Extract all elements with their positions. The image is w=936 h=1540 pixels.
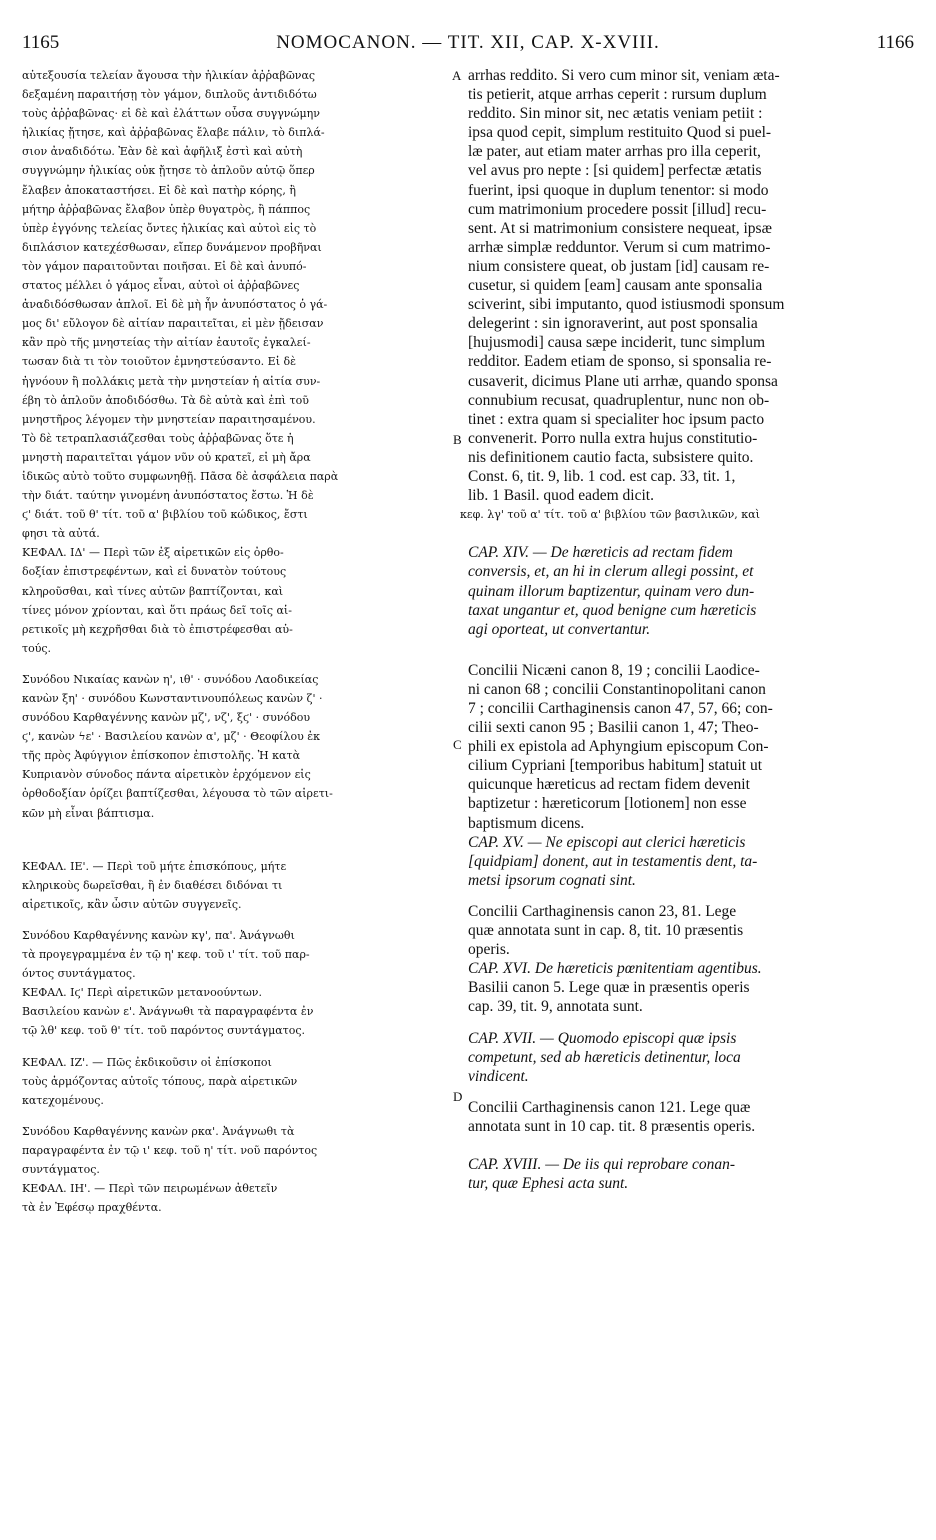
text-line: τὰ ἐν Ἐφέσῳ πραχθέντα.: [22, 1201, 162, 1215]
text-line: ΚΕΦΑΛ. ΙΕ'. — Περὶ τοῦ μήτε ἐπισκόπους, μήτε: [22, 859, 287, 873]
text-line: κεφ. λγ' τοῦ α' τίτ. τοῦ α' βιβλίου τῶν βασιλικῶν, καὶ: [460, 508, 760, 522]
text-line: κἂν πρὸ τῆς μνηστείας τὴν αἰτίαν ἑαυτοῖς ἐγκαλεί-: [22, 336, 311, 350]
kef17-body: [22, 1122, 454, 1179]
text-line: τὸν γάμον παραιτοῦνται ποιῆσαι. Εἰ δὲ καὶ ἀνυπό-: [22, 259, 307, 273]
text-line: τὰ προγεγραμμένα ἐν τῷ η' κεφ. τοῦ ι' τίτ. τοῦ παρ-: [22, 948, 310, 962]
text-line: arrhas reddito. Si vero cum minor sit, veniam æta-: [468, 67, 780, 84]
text-line: 7 ; concilii Carthaginensis canon 47, 57, 66; con-: [468, 700, 773, 717]
text-line: κληροῦσθαι, καὶ τίνες αὐτῶν βαπτίζονται, καὶ: [22, 584, 284, 598]
cap17-heading: [468, 1029, 916, 1086]
text-line: Concilii Nicæni canon 8, 19 ; concilii Laodice-: [468, 661, 760, 679]
text-line: ipsa quod cepit, simplum restituito Quod si puel-: [468, 124, 772, 142]
text-line: ἠγνόουν ἢ πολλάκις μετὰ τὴν μνηστείαν ἡ αἰτία συν-: [22, 374, 321, 388]
text-line: τοὺς ἀῤῥαβῶνας· εἰ δὲ καὶ ἐλάττων οὖσα συγγνώμην: [22, 107, 320, 121]
text-line: ΚΕΦΑΛ. ΙΔ' — Περὶ τῶν ἐξ αἱρετικῶν εἰς ὀρθο-: [22, 546, 284, 560]
text-line: συγγνώμην ἡλικίας οὐκ ᾔτησε τὸ ἁπλοῦν αὐτῷ ὅπερ: [22, 164, 315, 178]
text-line: Basilii canon 5. Lege quæ in præsentis operis: [468, 979, 750, 997]
text-line: vindicent.: [468, 1067, 529, 1085]
margin-marker-d: D: [453, 1089, 463, 1104]
text-line: CAP. XVII. — Quomodo episcopi quæ ipsis: [468, 1029, 737, 1047]
text-line: ΚΕΦΑΛ. ΙΖ'. — Πῶς ἐκδικοῦσιν οἱ ἐπίσκοποι: [22, 1055, 272, 1069]
kef15-heading: [22, 857, 454, 914]
text-line: cusetur, si quidem [eam] causam ante sponsalia: [468, 277, 763, 295]
kef14-heading: [22, 543, 454, 658]
text-line: tur, quæ Ephesi acta sunt.: [468, 1175, 629, 1193]
text-line: σιον ἀναδιδότω. Ἐὰν δὲ καὶ ἀφῆλιξ ἐστὶ καὶ αὐτὴ: [22, 145, 303, 159]
text-line: sciverint, sibi imputanto, quod istiusmodi sponsum: [468, 296, 785, 314]
kef17-heading: [22, 1053, 454, 1110]
text-line: δεξαμένη παραιτήσῃ τὸν γάμον, διπλοῦς ἀντιδιδότω: [22, 88, 317, 102]
text-line: sent. At si matrimonium consistere nequeat, ipsæ: [468, 219, 772, 237]
text-line: reddito. Sin minor sit, nec ætatis veniam petiit :: [468, 105, 763, 123]
running-header: [22, 32, 914, 60]
text-line: cilii sexti canon 95 ; Basilii canon 1, 47; Theo-: [468, 719, 759, 737]
text-line: κῶν μὴ εἶναι βάπτισμα.: [22, 806, 155, 820]
text-line: αἱρετικοῖς, κἂν ὦσιν αὐτῶν συγγενεῖς.: [22, 897, 242, 911]
text-line: CAP. XVI. De hæreticis pœnitentiam agentibus.: [468, 960, 762, 978]
text-line: Βασιλείου κανὼν ε'. Ἀνάγνωθι τὰ παραγραφέντα ἐν: [22, 1005, 314, 1019]
text-line: quicunque hæreticus ad rectam fidem devenit: [468, 776, 750, 794]
text-line: δοξίαν ἐπιστρεφέντων, καὶ εἰ δυνατὸν τούτους: [22, 565, 287, 579]
text-line: annotata sunt in 10 cap. tit. 8 præsentis operis.: [468, 1117, 756, 1135]
text-line: τῷ λθ' κεφ. τοῦ θ' τίτ. τοῦ παρόντος συντάγματος.: [22, 1024, 306, 1038]
greek-opening-text: [22, 66, 454, 543]
margin-marker-c: C: [453, 737, 462, 752]
text-line: τίνες μόνον χρίονται, καὶ ὅτι πράως δεῖ τοῖς αἱ-: [22, 603, 292, 617]
text-line: CAP. XIV. — De hæreticis ad rectam fidem: [468, 544, 733, 562]
text-line: tinet : extra quam si specialiter hoc ipsum pacto: [468, 410, 765, 428]
text-line: [quidpiam] donent, aut in testamentis dent, ta-: [468, 852, 758, 870]
text-line: Concilii Carthaginensis canon 23, 81. Lege: [468, 902, 737, 920]
text-line: κανὼν ξη' · συνόδου Κωνσταντινουπόλεως κανὼν ζ' ·: [22, 692, 323, 705]
text-line: læ pater, aut etiam mater arrhas pro illa ceperit,: [468, 143, 761, 161]
cap14-body: [468, 661, 916, 833]
text-line: τῆς πρὸς Ἀφύγγιον ἐπίσκοπον ἐπιστολῆς. Ἡ κατὰ: [22, 749, 301, 763]
cap17-body: [468, 1098, 916, 1136]
text-line: redditor. Eadem etiam de sponso, si sponsalia re-: [468, 353, 772, 371]
text-line: ἔλαβεν ἀποκαταστήσει. Εἰ δὲ καὶ πατὴρ κόρης, ἢ: [22, 183, 296, 197]
text-line: ἡλικίας ᾔτησε, καὶ ἀῤῥαβῶνας ἔλαβε πάλιν, τὸ διπλά-: [22, 126, 325, 140]
text-line: CAP. XV. — Ne episcopi aut clerici hæreticis: [468, 833, 746, 851]
text-line: delegerint : sin ignoraverint, aut post sponsalia: [468, 315, 758, 333]
text-line: baptizetur : hæreticorum [lotionem] non esse: [468, 795, 747, 813]
text-line: ϛ', κανὼν ϟε' · Βασιλείου κανὼν α', μζ' · Θεοφίλου ἐκ: [22, 730, 321, 744]
text-line: Const. 6, tit. 9, lib. 1 cod. est cap. 33, tit. 1,: [468, 467, 736, 485]
text-line: taxat ungantur et, quod benigne cum hæreticis: [468, 601, 757, 619]
cap15-body: [468, 902, 916, 959]
text-line: έβη τὸ ἁπλοῦν ἀποδιδόσθω. Τὰ δὲ αὐτὰ καὶ ἐπὶ τοῦ: [22, 393, 309, 407]
text-line: ΚΕΦΑΛ. ΙΗ'. — Περὶ τῶν πειρωμένων ἀθετεῖν: [22, 1182, 278, 1196]
kef15-body: [22, 926, 454, 983]
text-line: agi oporteat, ut convertantur.: [468, 620, 651, 638]
text-line: ὑπὲρ ἐγγόνης τελείας ὄντες ἡλικίας καὶ αὐτοὶ εἰς τὸ: [22, 221, 317, 235]
text-line: Συνόδου Καρθαγέννης κανὼν κγ', πα'. Ἀνάγνωθι: [22, 928, 295, 942]
text-line: συντάγματος.: [22, 1162, 100, 1176]
text-line: competunt, sed ab hæreticis detinentur, loca: [468, 1048, 741, 1066]
text-line: convenerit. Porro nulla extra hujus constitutio-: [468, 429, 758, 447]
cap16-block: [468, 959, 916, 1016]
latin-column: [460, 66, 916, 1193]
text-line: conversis, et, an hi in clerum allegi possint, et: [468, 563, 754, 581]
text-line: μήτηρ ἀῤῥαβῶνας ἔλαβον ὑπὲρ θυγατρὸς, ἢ πάππος: [22, 202, 311, 216]
text-line: ΚΕΦΑΛ. Ιϛ' Περὶ αἱρετικῶν μετανοούντων.: [22, 986, 262, 1000]
cap14-heading: [468, 543, 916, 638]
text-line: τωσαν διὰ τι τὸν τοιοῦτον ἐμνηστεύσαντο. Εἰ δὲ: [22, 355, 297, 369]
margin-marker-a: A: [452, 68, 462, 83]
text-line: cusaverit, dicimus Plane uti arrhæ, quando sponsa: [468, 372, 778, 390]
text-line: ϛ' διάτ. τοῦ θ' τίτ. τοῦ α' βιβλίου τοῦ κώδικος, ἔστι: [22, 508, 308, 522]
text-line: Concilii Carthaginensis canon 121. Lege quæ: [468, 1098, 751, 1116]
text-line: CAP. XVIII. — De iis qui reprobare conan-: [468, 1156, 736, 1174]
text-line: nis definitionem cautio facta, subsistere quito.: [468, 448, 754, 466]
text-line: nium consistere queat, ob justam [id] causam re-: [468, 257, 770, 275]
text-line: cap. 39, tit. 9, annotata sunt.: [468, 998, 643, 1016]
text-line: lib. 1 Basil. quod eadem dicit.: [468, 487, 654, 505]
page-number-left: 1165: [22, 32, 60, 53]
text-line: tis petierit, atque arrhas ceperit : rursum duplum: [468, 86, 767, 104]
running-title: NOMOCANON. — TIT. XII, CAP. X-XVIII.: [276, 32, 660, 53]
text-line: ni canon 68 ; concilii Constantinopolitani canon: [468, 680, 766, 698]
text-line: arrhæ simplæ redduntor. Verum si cum matrimo-: [468, 238, 771, 256]
text-line: cilium Cypriani [temporibus habitum] statuit ut: [468, 757, 763, 775]
text-line: cum matrimonium procedere possit [illud] recu-: [468, 200, 767, 218]
text-line: τοὺς ἁρμόζοντας αὐτοῖς τόπους, παρὰ αἱρετικῶν: [22, 1074, 298, 1088]
kef18-heading: [22, 1179, 454, 1217]
text-line: quæ annotata sunt in cap. 8, tit. 10 præsentis: [468, 922, 744, 940]
text-line: baptismum dicens.: [468, 814, 585, 832]
text-line: Συνόδου Νικαίας κανὼν η', ιθ' · συνόδου Λαοδικείας: [22, 672, 319, 686]
text-line: μνηστὴ παραιτεῖται γάμον νῦν οὐ κρατεῖ, εἰ μὴ ἄρα: [22, 450, 311, 464]
text-line: τὴν διάτ. ταύτην γινομένη ἀνυπόστατος ἔστω. Ἡ δὲ: [22, 489, 314, 503]
kef16-block: [22, 983, 454, 1040]
text-line: διπλάσιον κατεχέσθωσαν, εἴπερ δυνάμενον προβῆναι: [22, 240, 322, 254]
text-line: τούς.: [22, 641, 52, 655]
kef14-body: [22, 670, 454, 823]
text-line: phili ex epistola ad Aphyngium episcopum Con-: [468, 738, 769, 756]
page-number-right: 1166: [876, 32, 914, 53]
cap18-heading: [468, 1155, 916, 1193]
text-line: ἰδικῶς αὐτὸ τοῦτο συμφωνηθῇ. Πᾶσα δὲ ἀσφάλεια παρὰ: [22, 469, 339, 483]
text-line: μος δι' εὔλογον δὲ αἰτίαν παραιτεῖται, εἰ μὲν ᾔδεισαν: [22, 317, 324, 331]
text-line: ἀναδιδόσθωσαν ἁπλοῖ. Εἰ δὲ μὴ ἦν ἀνυπόστατος ὁ γά-: [22, 298, 328, 312]
text-line: όντος συντάγματος.: [22, 967, 136, 981]
text-line: quinam illorum baptizentur, quinam vero dun-: [468, 582, 755, 600]
text-line: κληρικοὺς δωρεῖσθαι, ἢ ἐν διαθέσει διδόναι τι: [22, 878, 283, 892]
text-line: στατος μέλλει ὁ γάμος εἶναι, αὐτοὶ οἱ ἀῤῥαβῶνες: [22, 279, 300, 293]
text-line: operis.: [468, 941, 510, 959]
text-line: Συνόδου Καρθαγέννης κανὼν ρκα'. Ἀνάγνωθι τὰ: [22, 1124, 295, 1138]
greek-column: [22, 66, 454, 1217]
text-line: connubium recusat, quadruplentur, nunc non ob-: [468, 391, 770, 409]
text-line: κατεχομένους.: [22, 1093, 104, 1107]
text-line: Κυπριανὸν σύνοδος πάντα αἱρετικὸν ἐρχόμενον εἰς: [22, 768, 311, 782]
text-line: φησι τὰ αὐτά.: [22, 527, 100, 541]
latin-opening-text: [460, 66, 916, 524]
text-line: ὀρθοδοξίαν ὁρίζει βαπτίζεσθαι, λέγουσα τὸ τῶν αἱρετι-: [22, 787, 333, 801]
text-line: συνόδου Καρθαγέννης κανὼν μζ', νζ', ξϛ' · συνόδου: [22, 711, 311, 725]
margin-marker-b: B: [453, 432, 462, 447]
cap15-heading: [468, 833, 916, 890]
text-line: Τὸ δὲ τετραπλασιάζεσθαι τοὺς ἀῤῥαβῶνας ὅτε ἡ: [22, 431, 294, 445]
text-line: metsi ipsorum cognati sint.: [468, 871, 636, 889]
text-line: αὐτεξουσία τελείαν ἄγουσα τὴν ἡλικίαν ἀῤῥαβῶνας: [22, 69, 316, 82]
text-line: vel avus pro nepte : [si quidem] perfectæ ætatis: [468, 162, 762, 180]
text-line: μνηστῆρος λέγομεν τὴν μνηστείαν παραιτησαμένου.: [22, 412, 316, 426]
text-line: ρετικοῖς μὴ κεχρῆσθαι διὰ τὸ ἐπιστρέφεσθαι αὐ-: [22, 622, 293, 636]
text-line: παραγραφέντα ἐν τῷ ι' κεφ. τοῦ η' τίτ. νοῦ παρόντος: [22, 1143, 318, 1157]
text-line: fuerint, ipsi quoque in duplum tenentor: si modo: [468, 181, 769, 199]
text-line: [hujusmodi] causa sæpe inciderit, tunc simplum: [468, 334, 766, 352]
